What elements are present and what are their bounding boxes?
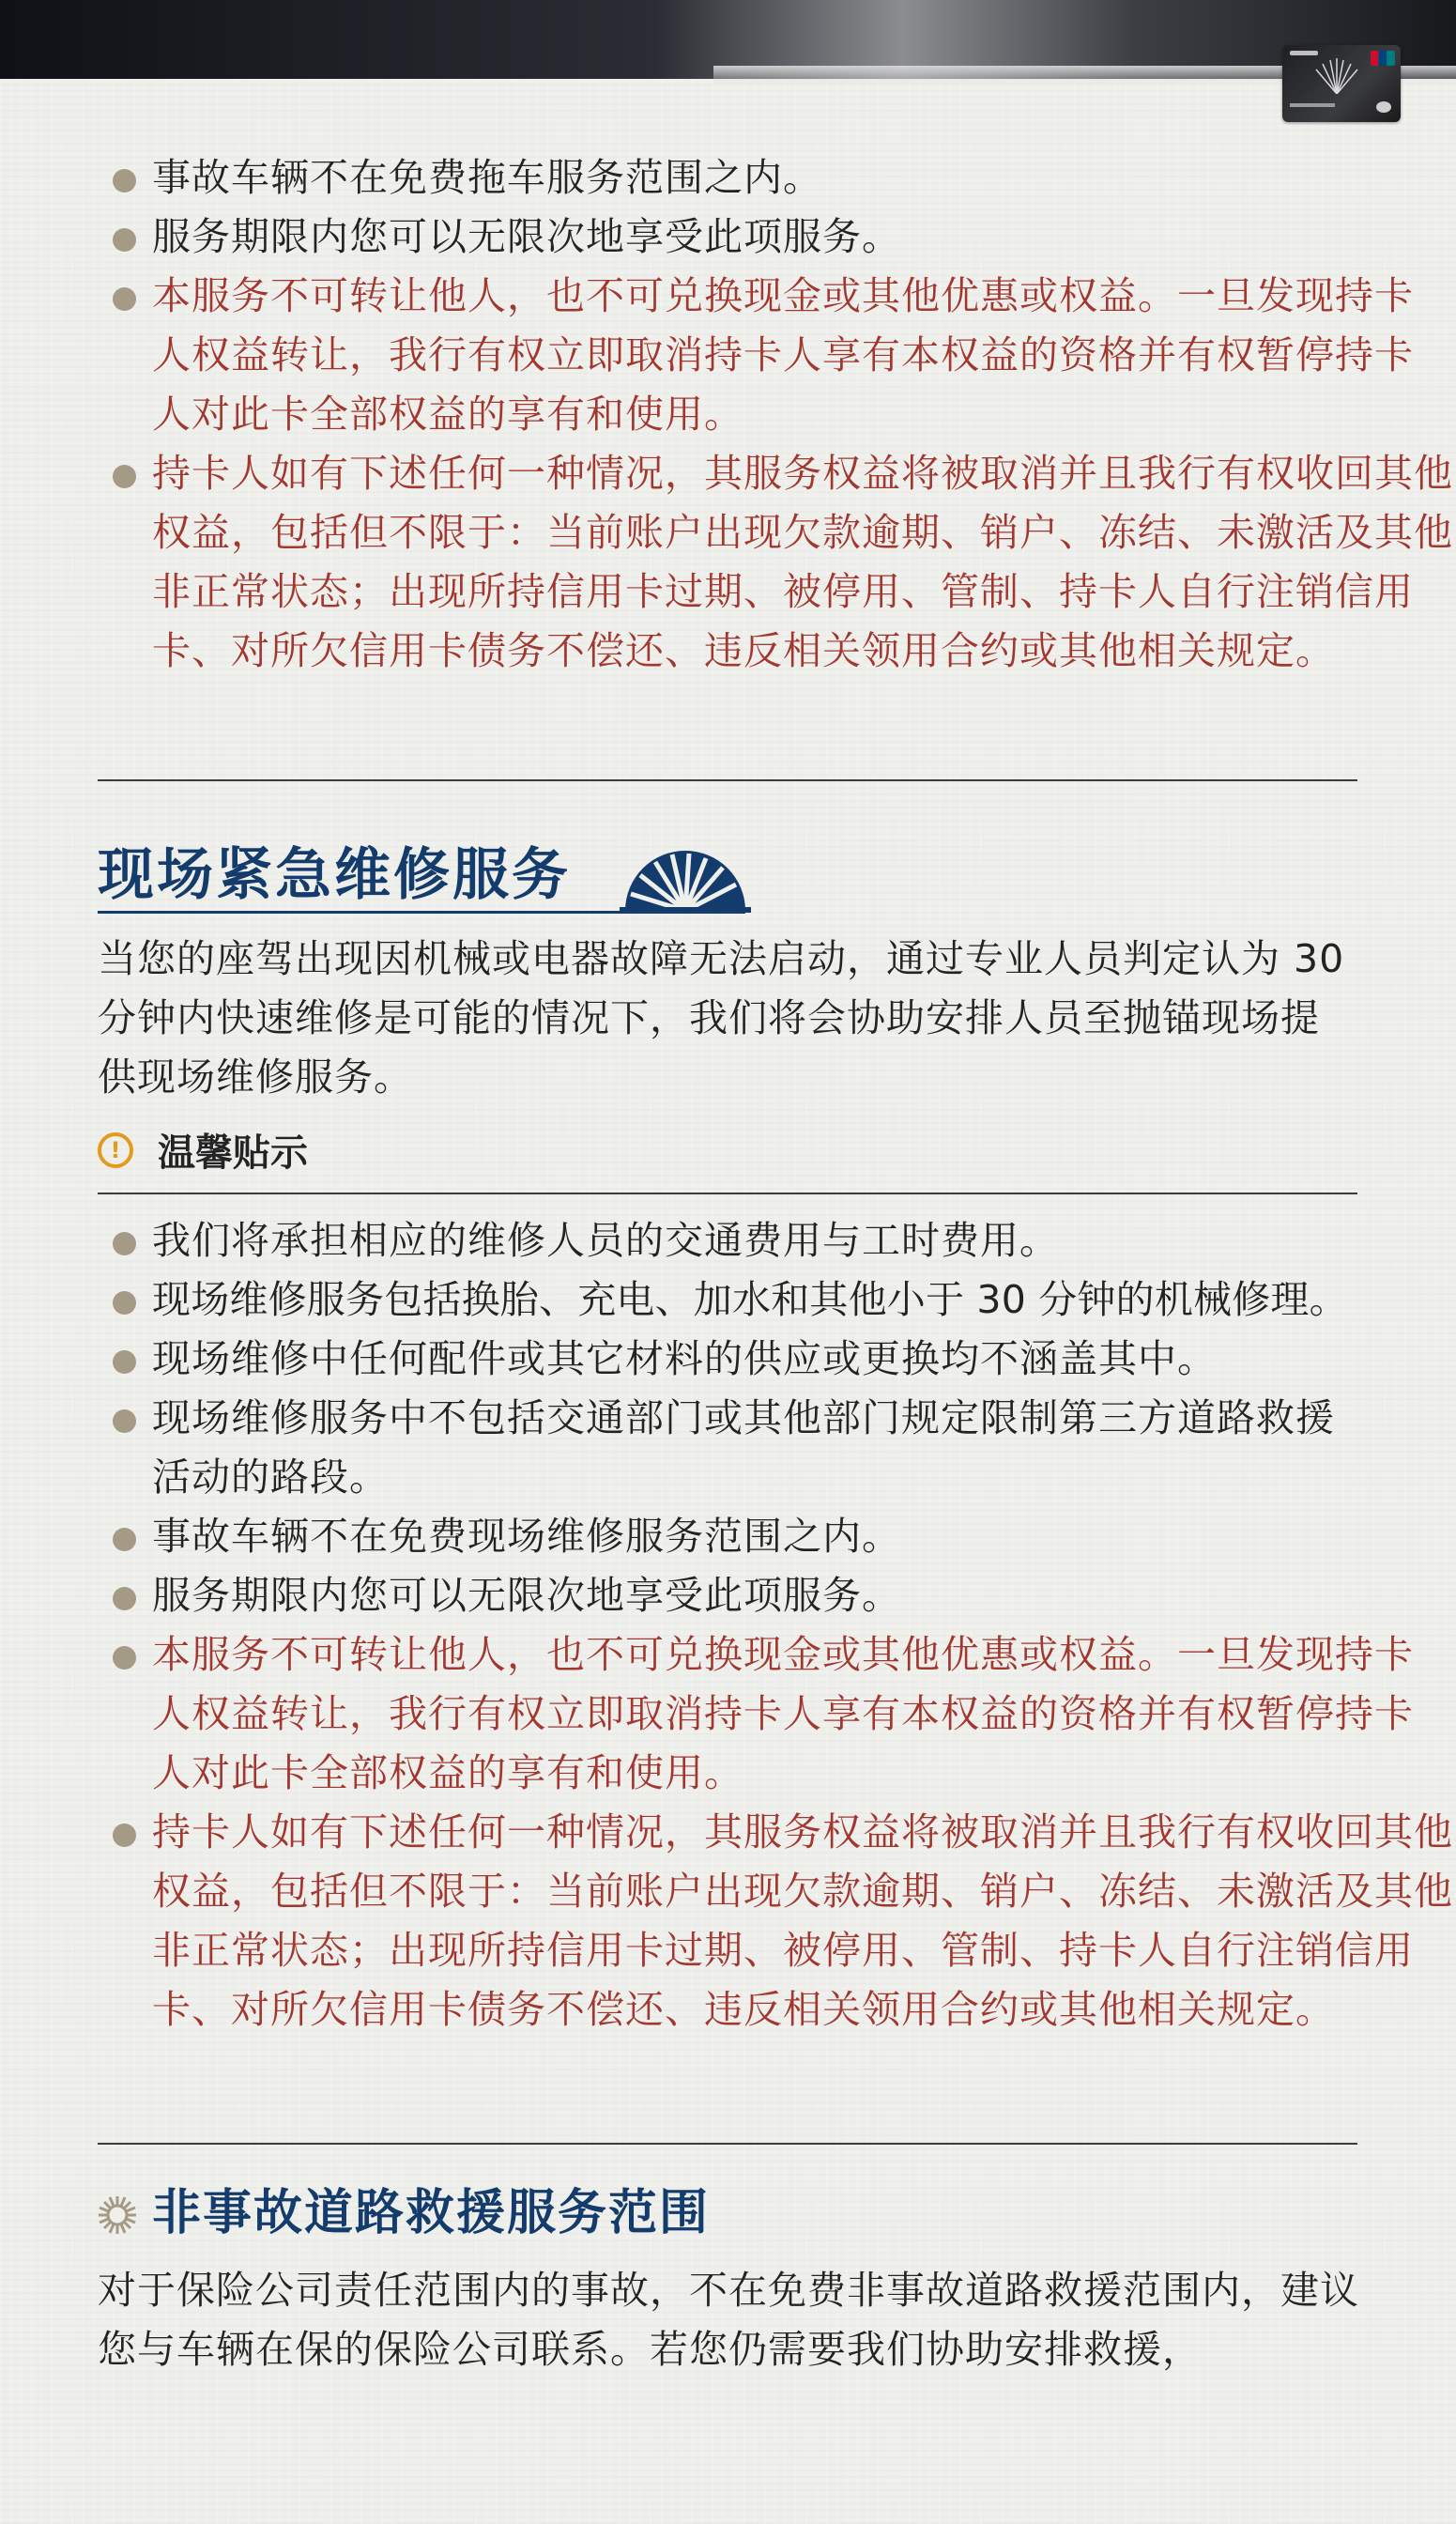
list-item-text: 现场维修中任何配件或其它材料的供应或更换均不涵盖其中。 xyxy=(152,1336,1217,1381)
bullet-dot xyxy=(113,228,136,252)
list-item-text: 现场维修服务中不包括交通部门或其他部门规定限制第三方道路救援活动的路段。 xyxy=(152,1395,1335,1500)
tip-divider xyxy=(98,1193,1357,1194)
bullet-dot xyxy=(113,1824,136,1847)
list-item-text: 服务期限内您可以无限次地享受此项服务。 xyxy=(152,214,901,259)
list-item-text: 本服务不可转让他人，也不可兑换现金或其他优惠或权益。一旦发现持卡人权益转让，我行有权立即取消持卡人享有本权益的资格并有权暂停持卡人对此卡全部权益的享有和使用。 xyxy=(152,273,1414,437)
list-item xyxy=(98,1389,1372,1507)
list-item xyxy=(98,1625,1448,1803)
fan-ornament-icon xyxy=(620,851,751,913)
section-divider xyxy=(98,2143,1357,2145)
section-divider xyxy=(98,779,1357,781)
list-item xyxy=(98,267,1448,444)
list-item xyxy=(98,1330,1412,1389)
list-item-text: 本服务不可转让他人，也不可兑换现金或其他优惠或权益。一旦发现持卡人权益转让，我行有权立即取消持卡人享有本权益的资格并有权暂停持卡人对此卡全部权益的享有和使用。 xyxy=(152,1632,1414,1795)
list-item-text: 事故车辆不在免费现场维修服务范围之内。 xyxy=(152,1514,901,1559)
list-item-text: 我们将承担相应的维修人员的交通费用与工时费用。 xyxy=(152,1218,1059,1263)
list-item xyxy=(98,1566,1412,1625)
bullet-dot xyxy=(113,1646,136,1670)
bullet-dot xyxy=(113,1232,136,1255)
onsite-repair-terms-list xyxy=(98,1211,1453,2039)
list-item xyxy=(98,1803,1456,2039)
list-item xyxy=(98,1211,1412,1270)
bullet-dot xyxy=(113,169,136,192)
warning-icon: ! xyxy=(98,1132,133,1168)
list-item xyxy=(98,148,1374,208)
list-item xyxy=(98,1507,1412,1566)
bullet-dot xyxy=(113,1528,136,1551)
tip-label: 温馨贴示 xyxy=(158,1131,308,1175)
list-item xyxy=(98,208,1374,267)
bullet-dot xyxy=(113,465,136,488)
list-item xyxy=(98,444,1456,681)
bullet-dot xyxy=(113,287,136,311)
list-item-text: 事故车辆不在免费拖车服务范围之内。 xyxy=(152,155,822,200)
list-item-text: 现场维修服务包括换胎、充电、加水和其他小于 30 分钟的机械修理。 xyxy=(152,1277,1348,1322)
bullet-dot xyxy=(113,1409,136,1433)
list-item-text: 持卡人如有下述任何一种情况，其服务权益将被取消并且我行有权收回其他权益，包括但不限于：当前账户出现欠款逾期、销户、冻结、未激活及其他非正常状态；出现所持信用卡过期、被停用、管制、持卡人自行注销信用卡、对所欠信用卡债务不偿还、违反相关领用合约或其他相关规定。 xyxy=(152,1809,1453,2032)
list-item xyxy=(98,1270,1412,1330)
bullet-dot xyxy=(113,1291,136,1315)
section-heading-onsite-repair: 现场紧急维修服务 xyxy=(98,842,571,908)
list-item-text: 持卡人如有下述任何一种情况，其服务权益将被取消并且我行有权收回其他权益，包括但不限于：当前账户出现欠款逾期、销户、冻结、未激活及其他非正常状态；出现所持信用卡过期、被停用、管制、持卡人自行注销信用卡、对所欠信用卡债务不偿还、违反相关领用合约或其他相关规定。 xyxy=(152,451,1453,673)
bullet-dot xyxy=(113,1350,136,1374)
list-item-text: 服务期限内您可以无限次地享受此项服务。 xyxy=(152,1573,901,1618)
section-heading-non-accident: 非事故道路救援服务范围 xyxy=(152,2185,711,2241)
non-accident-intro: 对于保险公司责任范围内的事故，不在免费非事故道路救援范围内，建议您与车辆在保的保险公司联系。若您仍需要我们协助安排救援， xyxy=(98,2268,1359,2372)
bullet-dot xyxy=(113,1587,136,1610)
onsite-repair-intro: 当您的座驾出现因机械或电器故障无法启动，通过专业人员判定认为 30 分钟内快速维修是可能的情况下，我们将会协助安排人员至抛锚现场提供现场维修服务。 xyxy=(98,936,1345,1100)
sunburst-icon xyxy=(98,2195,137,2235)
top-terms-list xyxy=(98,148,1453,681)
credit-card-icon xyxy=(1282,45,1401,122)
